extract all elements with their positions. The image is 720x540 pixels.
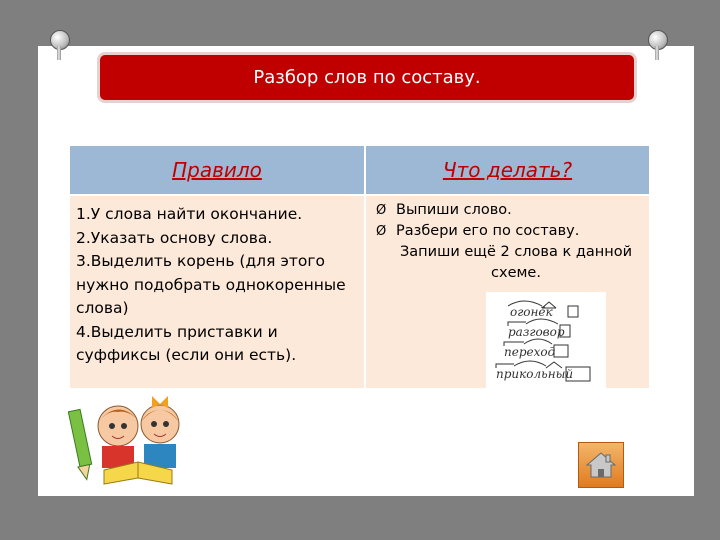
rule-line: суффиксы (если они есть). [76, 346, 297, 364]
slide-title: Разбор слов по составу. [100, 55, 634, 100]
rule-line: нужно подобрать однокоренные [76, 275, 346, 294]
step-item [376, 200, 648, 221]
steps-list [376, 200, 648, 284]
arrow-bullet-icon: Ø [376, 203, 387, 218]
step-text: Выпиши слово. [396, 202, 512, 218]
home-button[interactable] [578, 442, 624, 488]
header-rule: Правило [70, 146, 364, 194]
step-text: Запиши ещё 2 слова к данной схеме. [399, 244, 632, 281]
scheme-word: разговор [508, 325, 565, 339]
children-reading-clipart [68, 388, 194, 488]
morpheme-scheme-image [486, 292, 606, 388]
pushpin-icon-right [646, 30, 672, 60]
step-text: Разбери его по составу. [396, 223, 580, 239]
rule-line: 1.У слова найти окончание. [76, 205, 303, 223]
rule-line: 3.Выделить корень (для этого [76, 252, 325, 270]
rule-line: 2.Указать основу слова. [76, 228, 273, 247]
step-item [376, 221, 648, 242]
scheme-word: прикольный [496, 367, 574, 381]
arrow-bullet-icon: Ø [376, 224, 387, 239]
pushpin-icon-left [48, 30, 74, 60]
rule-line: 4.Выделить приставки и [76, 322, 278, 341]
home-icon [579, 443, 623, 487]
header-what-to-do: Что делать? [366, 146, 649, 194]
rule-line: слова) [76, 299, 129, 317]
scheme-word: переход [504, 345, 556, 359]
scheme-word: огонёк [510, 305, 553, 319]
rules-list [76, 203, 366, 368]
